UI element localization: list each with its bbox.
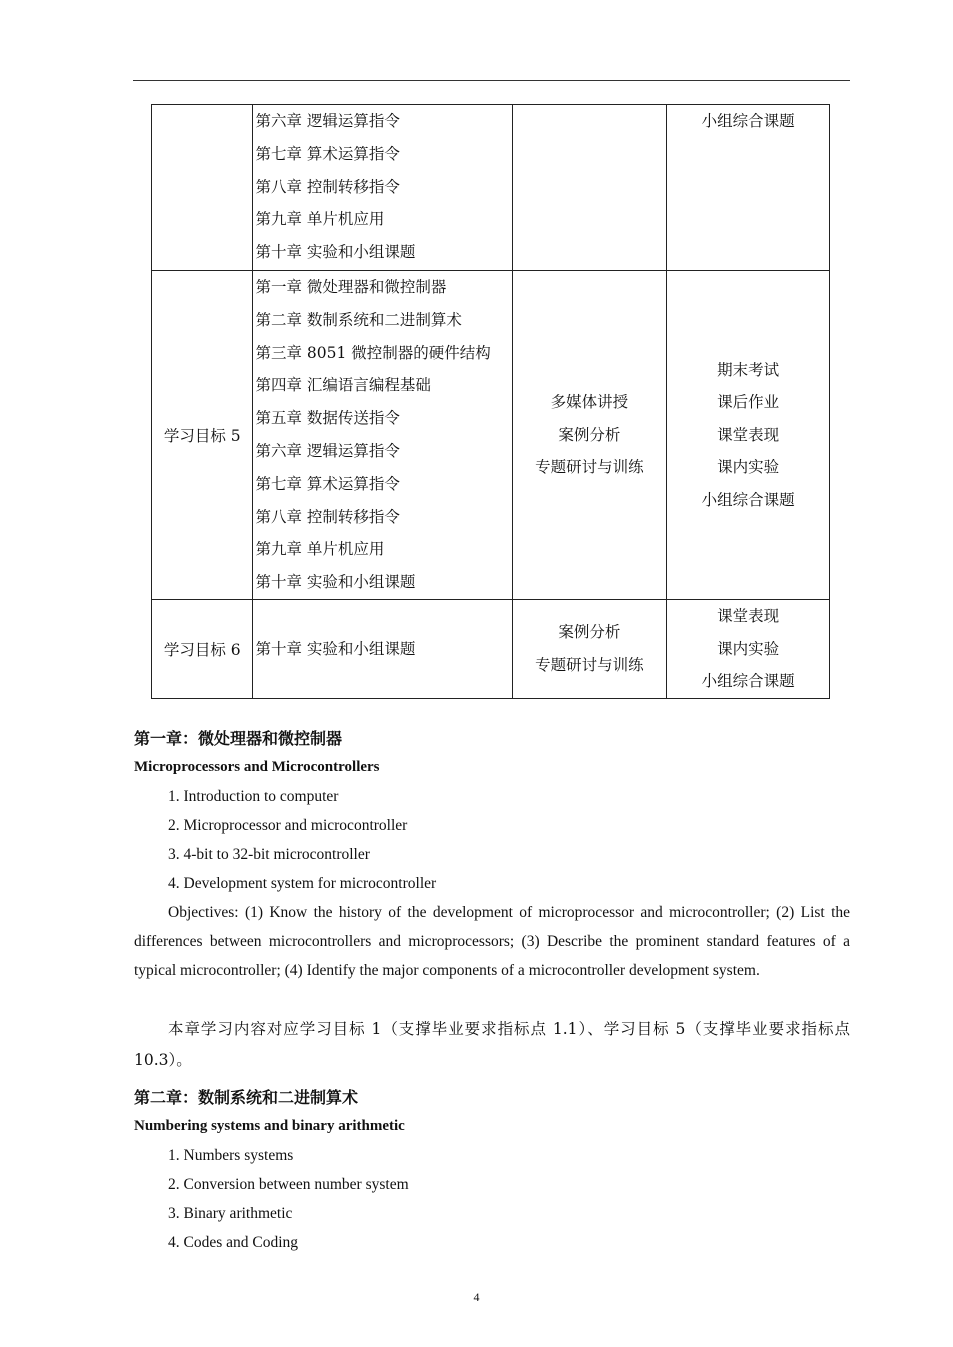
- table-row: [152, 105, 830, 271]
- chapter-line: 第十章 实验和小组课题: [255, 573, 416, 592]
- chapter-line: 第六章 逻辑运算指令: [255, 112, 400, 130]
- list-item: 2. Conversion between number system: [168, 1176, 409, 1193]
- assessment-line: 小组综合课题: [701, 672, 795, 691]
- list-item: 2. Microprocessor and microcontroller: [168, 817, 408, 834]
- header-rule: [133, 80, 850, 81]
- method-line: 案例分析: [558, 623, 621, 642]
- assessment-line: 课堂表现: [717, 607, 780, 626]
- chapter-line: 第二章 数制系统和二进制算术: [255, 310, 462, 329]
- methods-cell: [512, 105, 667, 271]
- method-line: 多媒体讲授: [550, 393, 629, 412]
- chapter2-title-cn: 第二章：数制系统和二进制算术: [134, 1088, 359, 1107]
- assessment-line: 小组综合课题: [701, 112, 795, 130]
- chapter1-mapping: 本章学习内容对应学习目标 1（支撑毕业要求指标点 1.1）、学习目标 5（支撑毕业要求指标点 10.3）。: [134, 1020, 850, 1069]
- page-number: 4: [473, 1290, 480, 1304]
- chapter1-objectives: Objectives: (1) Know the history of the development of microprocessor and microcontroller; (2) List the differences between microcontrollers and microprocessors; (3) Describe the prominent standard features of a typical microcontroller; (4) Identify the major components of a microcontroller development system.: [134, 904, 850, 979]
- assessment-line: 期末考试: [717, 360, 780, 379]
- assessment-line: 小组综合课题: [701, 490, 795, 509]
- assessment-line: 课内实验: [717, 458, 780, 477]
- chapter1-title-en: Microprocessors and Microcontrollers: [134, 759, 380, 775]
- chapters-cell: [253, 599, 512, 698]
- assessment-cell: [667, 271, 830, 600]
- assessment-line: 课内实验: [717, 639, 780, 658]
- methods-cell: [512, 271, 667, 600]
- assessment-line: 课堂表现: [717, 425, 780, 444]
- table-row: [152, 271, 830, 600]
- method-line: 专题研讨与训练: [535, 655, 644, 674]
- list-item: 1. Introduction to computer: [168, 788, 339, 805]
- table-row: [152, 599, 830, 698]
- goal-cell: [152, 105, 253, 271]
- chapters-cell: [253, 271, 512, 600]
- goal-cell: 学习目标 5: [152, 271, 253, 600]
- chapter-line: 第十章 实验和小组课题: [255, 243, 416, 262]
- chapter-line: 第一章 微处理器和微控制器: [255, 278, 447, 296]
- methods-cell: [512, 599, 667, 698]
- assessment-line: 课后作业: [717, 393, 780, 412]
- chapter-line: 第三章 8051 微控制器的硬件结构: [255, 343, 491, 362]
- method-line: 专题研讨与训练: [535, 458, 644, 477]
- chapter-line: 第九章 单片机应用: [255, 540, 385, 559]
- chapter-line: 第八章 控制转移指令: [255, 177, 400, 196]
- chapter-line: 第四章 汇编语言编程基础: [255, 376, 431, 395]
- assessment-cell: [667, 599, 830, 698]
- chapter-line: 第十章 实验和小组课题: [255, 639, 416, 658]
- list-item: 3. 4-bit to 32-bit microcontroller: [168, 846, 370, 863]
- course-table: [151, 104, 830, 699]
- method-line: 案例分析: [558, 425, 621, 444]
- chapter2-title-en: Numbering systems and binary arithmetic: [134, 1118, 405, 1134]
- list-item: 4. Development system for microcontroller: [168, 875, 437, 892]
- list-item: 3. Binary arithmetic: [168, 1205, 293, 1222]
- chapter-line: 第九章 单片机应用: [255, 210, 385, 229]
- list-item: 1. Numbers systems: [168, 1147, 294, 1164]
- chapter1-title-cn: 第一章：微处理器和微控制器: [134, 729, 343, 748]
- chapters-cell: [253, 105, 512, 271]
- assessment-cell: [667, 105, 830, 271]
- list-item: 4. Codes and Coding: [168, 1234, 299, 1251]
- chapter-line: 第八章 控制转移指令: [255, 507, 400, 526]
- chapter-line: 第六章 逻辑运算指令: [255, 441, 400, 460]
- chapter-line: 第七章 算术运算指令: [255, 474, 400, 493]
- chapter-line: 第七章 算术运算指令: [255, 144, 400, 163]
- goal-cell: 学习目标 6: [152, 599, 253, 698]
- chapter-line: 第五章 数据传送指令: [255, 409, 400, 428]
